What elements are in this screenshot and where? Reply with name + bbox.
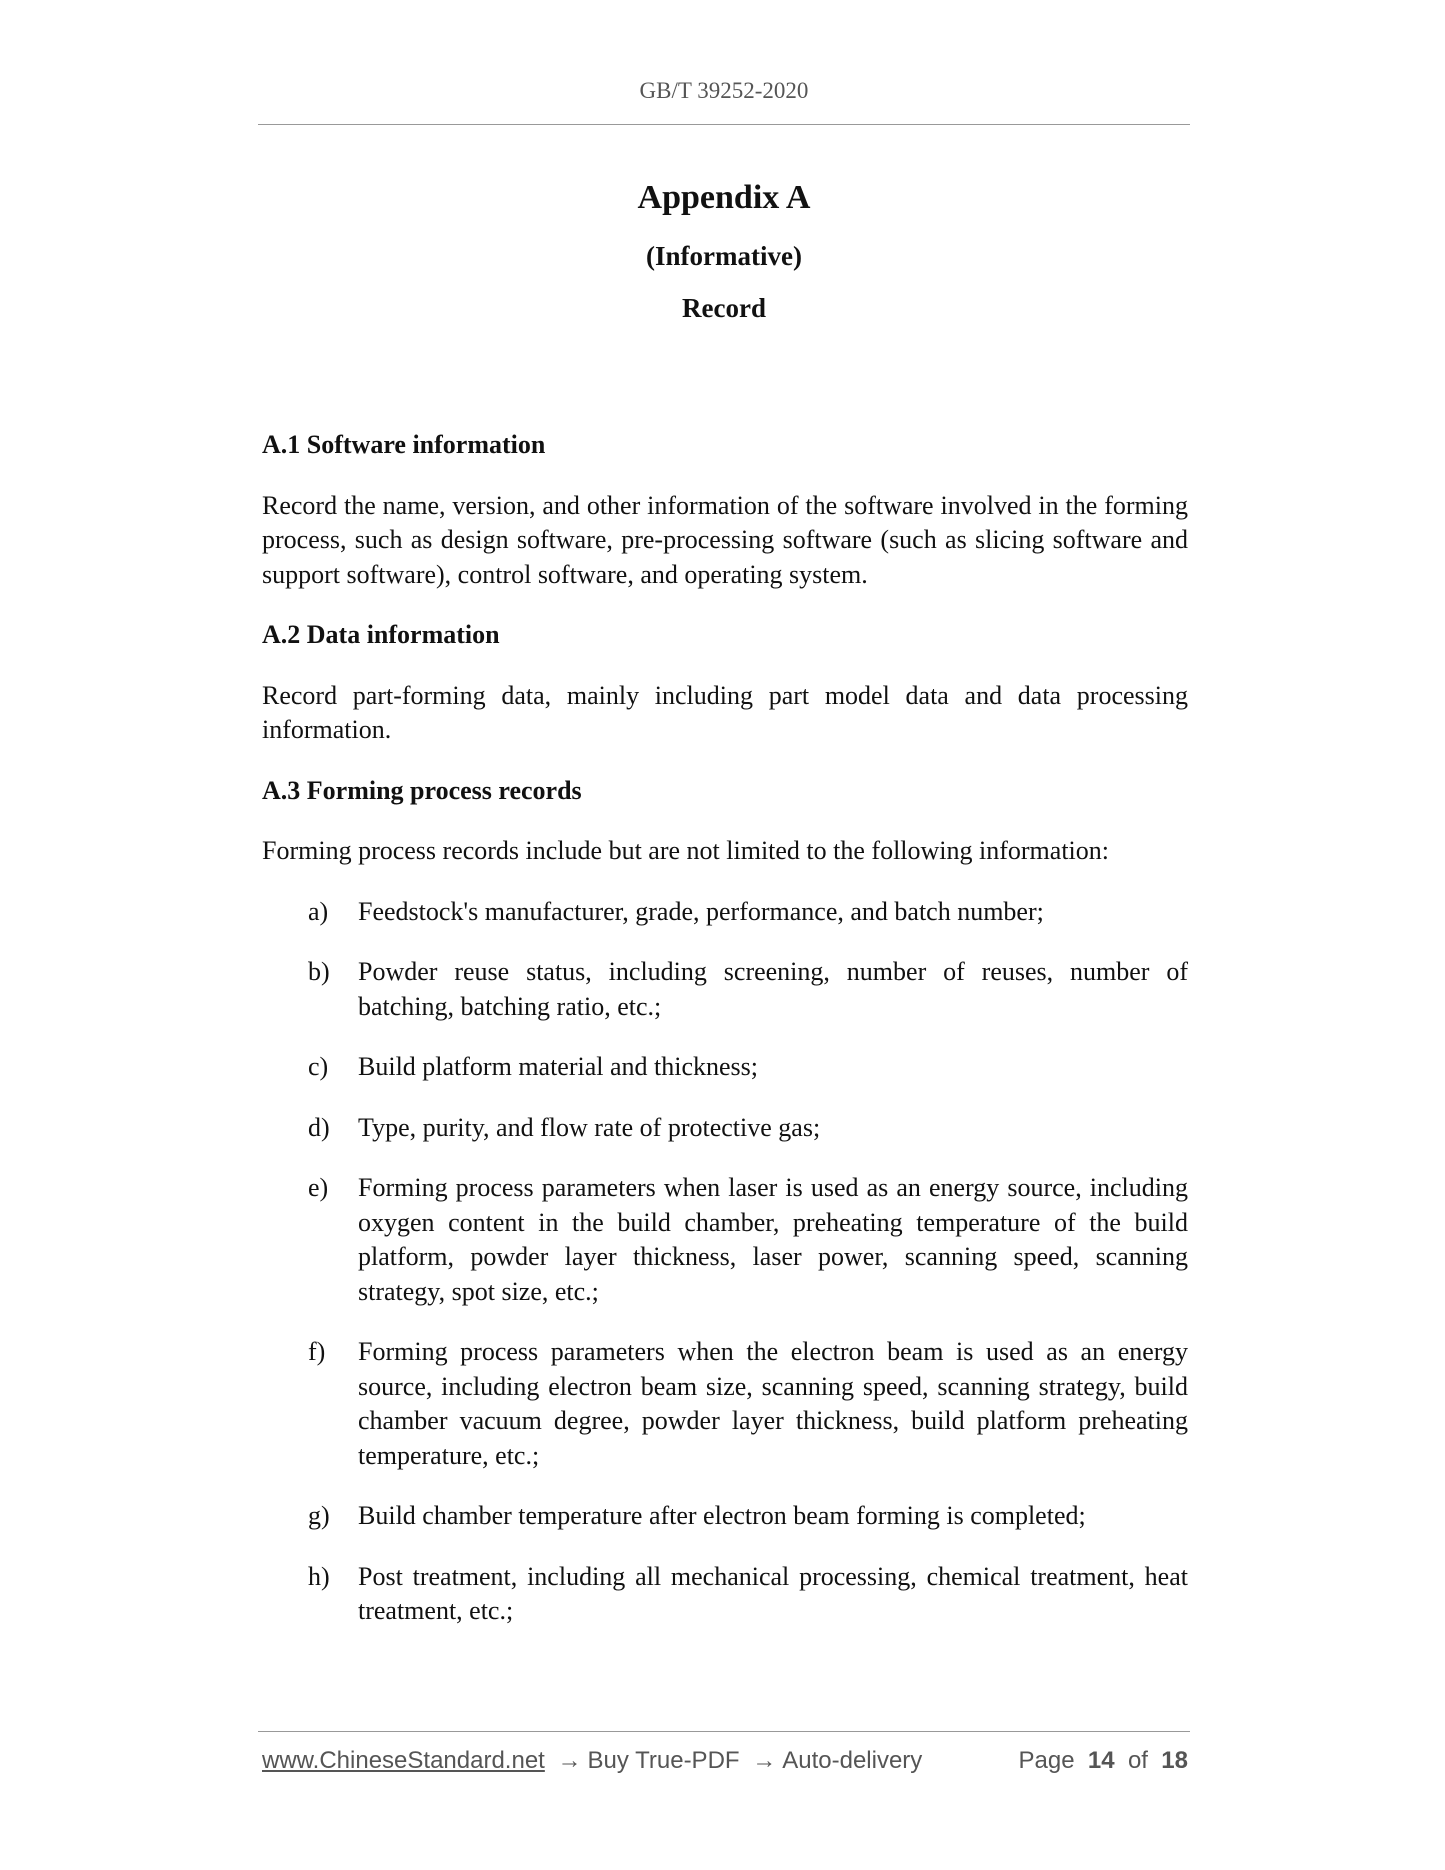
- list-marker: b): [308, 957, 330, 986]
- section-heading-a2: A.2 Data information: [262, 620, 500, 649]
- list-item-text: Powder reuse status, including screening, number of reuses, number of batching, batching ratio, etc.;: [358, 957, 1188, 1021]
- list-item: [262, 1050, 1188, 1085]
- list-item-text: Post treatment, including all mechanical processing, chemical treatment, heat treatment, etc.;: [358, 1561, 1188, 1625]
- appendix-name: Record: [682, 293, 766, 323]
- list-marker: e): [308, 1173, 329, 1202]
- section-text-a3: Forming process records include but are not limited to the following information:: [262, 836, 1109, 865]
- list-item: [262, 1499, 1188, 1534]
- appendix-type: (Informative): [646, 241, 802, 271]
- section-heading-a1: A.1 Software information: [262, 430, 546, 459]
- arrow-right-icon: →: [557, 1747, 582, 1774]
- total-pages-number: 18: [1161, 1747, 1188, 1774]
- list-item-text: Forming process parameters when laser is used as an energy source, including oxygen content in the build chamber, preheating temperature of the build platform, powder layer thickness, laser power, scanning speed, scanning strategy, spot size, etc.;: [358, 1173, 1188, 1306]
- list-marker: c): [308, 1052, 329, 1081]
- document-header-id: GB/T 39252-2020: [639, 78, 809, 103]
- appendix-title-block: [258, 178, 1190, 324]
- list-marker: f): [308, 1337, 326, 1366]
- list-item: [262, 955, 1188, 1024]
- arrow-right-icon: →: [752, 1747, 777, 1774]
- page-label: Page: [1018, 1747, 1075, 1774]
- list-item: [262, 1560, 1188, 1629]
- list-item: [262, 1171, 1188, 1309]
- list-item-text: Forming process parameters when the electron beam is used as an energy source, including electron beam size, scanning speed, scanning strategy, build chamber vacuum degree, powder layer thickness, build platform preheating temperature, etc.;: [358, 1337, 1188, 1470]
- of-label: of: [1127, 1747, 1148, 1774]
- forming-records-list: [262, 895, 1188, 1629]
- section-text-a1: Record the name, version, and other information of the software involved in the forming process, such as design software, pre-processing software (such as slicing software and support software), control software, and operating system.: [262, 490, 1188, 589]
- list-marker: d): [308, 1112, 330, 1142]
- buy-true-pdf-text: Buy True-PDF: [587, 1747, 740, 1774]
- section-text-a2: Record part-forming data, mainly including part model data and data processing information.: [262, 680, 1188, 744]
- current-page-number: 14: [1087, 1747, 1115, 1774]
- auto-delivery-text: Auto-delivery: [782, 1747, 923, 1774]
- footer-divider: [258, 1731, 1190, 1732]
- list-item-text: Type, purity, and flow rate of protective gas;: [358, 1112, 821, 1142]
- page-indicator: [1018, 1746, 1188, 1776]
- header-divider: [258, 124, 1190, 125]
- list-marker: g): [308, 1501, 330, 1530]
- section-heading-a3: A.3 Forming process records: [262, 775, 582, 805]
- appendix-title: Appendix A: [637, 179, 811, 216]
- list-item: [262, 1111, 1188, 1146]
- chinesestandard-link[interactable]: www.ChineseStandard.net: [262, 1747, 545, 1774]
- list-item-text: Build platform material and thickness;: [358, 1052, 759, 1081]
- list-marker: h): [308, 1561, 330, 1591]
- list-marker: a): [308, 896, 329, 926]
- list-item-text: Feedstock's manufacturer, grade, performance, and batch number;: [358, 896, 1044, 926]
- list-item: [262, 895, 1188, 930]
- list-item: [262, 1335, 1188, 1473]
- footer-promo: [262, 1746, 922, 1776]
- document-body: [262, 428, 1188, 1655]
- list-item-text: Build chamber temperature after electron beam forming is completed;: [358, 1501, 1086, 1530]
